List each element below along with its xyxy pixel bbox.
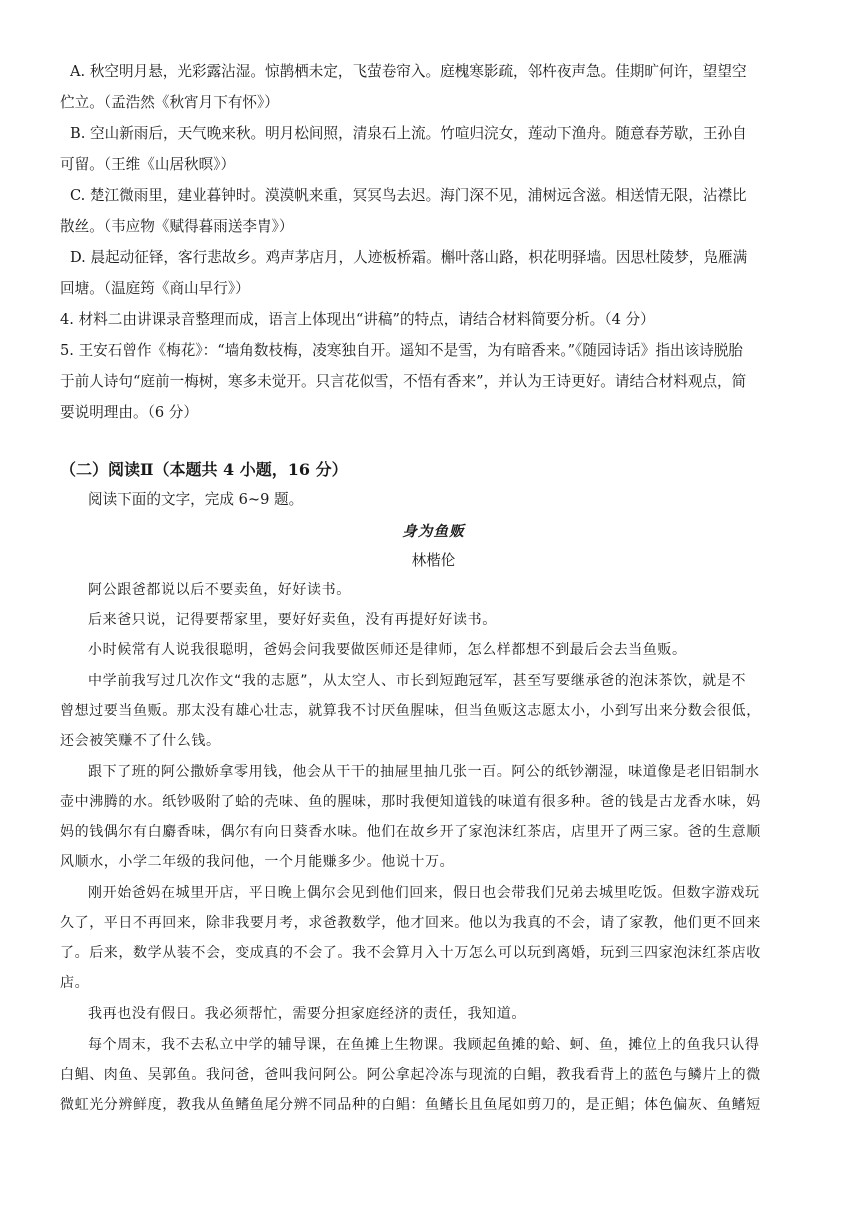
section-instruction: 阅读下面的文字，完成 6~9 题。 <box>88 491 304 508</box>
paragraph-4-line-1: 中学前我写过几次作文“我的志愿”，从太空人、市长到短跑冠军，甚至写要继承爸的泡沫茶饮，就是不 <box>88 673 747 689</box>
question-5-line-2: 于前人诗句“庭前一梅树，寒多未觉开。只言花似雪，不悟有香来”，并认为王诗更好。请结合材料观点，简 <box>60 373 747 390</box>
paragraph-6-line-2: 久了，平日不再回来，除非我要月考，求爸教数学，他才回来。他以为我真的不会，请了家教，他们更不回来 <box>60 915 761 931</box>
option-a-line-2: 伫立。（孟浩然《秋宵月下有怀》） <box>60 94 279 111</box>
paragraph-7: 我再也没有假日。我必须帮忙，需要分担家庭经济的责任，我知道。 <box>88 1006 526 1022</box>
paragraph-6-line-4: 店。 <box>60 975 90 991</box>
paragraph-5-line-2: 壶中沸腾的水。纸钞吸附了蛤的壳味、鱼的腥味，那时我便知道钱的味道有很多种。爸的钱是古龙香水味，妈 <box>60 794 761 810</box>
question-5-line-3: 要说明理由。（6 分） <box>60 404 198 421</box>
paragraph-8-line-3: 微虹光分辨鲜度，教我从鱼鳍鱼尾分辨不同品种的白鲳：鱼鳍长且鱼尾如剪刀的，是正鲳；体色偏灰、鱼鳍短 <box>60 1097 761 1113</box>
paragraph-8-line-2: 白鲳、肉鱼、吴郭鱼。我问爸，爸叫我问阿公。阿公拿起冷冻与现流的白鲳，教我看背上的蓝色与鳞片上的微 <box>60 1067 761 1083</box>
question-4: 4. 材料二由讲课录音整理而成，语言上体现出“讲稿”的特点，请结合材料简要分析。（4 分） <box>60 311 655 328</box>
section-heading: （二）阅读Ⅱ（本题共 4 小题，16 分） <box>60 460 348 479</box>
option-b-line-1: B. 空山新雨后，天气晚来秋。明月松间照，清泉石上流。竹喧归浣女，莲动下渔舟。随意春芳歇，王孙自 <box>70 125 747 142</box>
paragraph-4-line-3: 还会被笑赚不了什么钱。 <box>60 733 221 749</box>
paragraph-5-line-4: 风顺水，小学二年级的我问他，一个月能赚多少。他说十万。 <box>60 854 455 870</box>
option-d-line-2: 回塘。（温庭筠《商山早行》） <box>60 280 250 297</box>
option-b-line-2: 可留。（王维《山居秋暝》） <box>60 156 236 173</box>
paragraph-8-line-1: 每个周末，我不去私立中学的辅导课，在鱼摊上生物课。我顾起鱼摊的蛤、蚵、鱼，摊位上的鱼我只认得 <box>88 1037 760 1053</box>
paragraph-3: 小时候常有人说我很聪明，爸妈会问我要做医师还是律师，怎么样都想不到最后会去当鱼贩。 <box>88 642 687 658</box>
article-author: 林楷伦 <box>411 552 456 569</box>
paragraph-5-line-3: 妈的钱偶尔有白麝香味，偶尔有向日葵香水味。他们在故乡开了家泡沫红茶店，店里开了两三家。爸的生意顺 <box>60 824 761 840</box>
option-c-line-2: 散丝。（韦应物《赋得暮雨送李胄》） <box>60 218 294 235</box>
paragraph-2: 后来爸只说，记得要帮家里，要好好卖鱼，没有再提好好读书。 <box>88 612 497 628</box>
article-title: 身为鱼贩 <box>402 523 465 540</box>
option-a-line-1: A. 秋空明月悬，光彩露沾湿。惊鹊栖未定，飞萤卷帘入。庭槐寒影疏，邻杵夜声急。佳期旷何许，望望空 <box>70 63 747 80</box>
paragraph-6-line-1: 刚开始爸妈在城里开店，平日晚上偶尔会见到他们回来，假日也会带我们兄弟去城里吃饭。但数字游戏玩 <box>88 885 760 901</box>
paragraph-1: 阿公跟爸都说以后不要卖鱼，好好读书。 <box>88 582 351 598</box>
paragraph-6-line-3: 了。后来，数学从装不会，变成真的不会了。我不会算月入十万怎么可以玩到离婚，玩到三四家泡沫红茶店收 <box>60 945 761 961</box>
option-d-line-1: D. 晨起动征铎，客行悲故乡。鸡声茅店月，人迹板桥霜。槲叶落山路，枳花明驿墙。因思杜陵梦，凫雁满 <box>70 249 748 266</box>
paragraph-5-line-1: 跟下了班的阿公撒娇拿零用钱，他会从干干的抽屉里抽几张一百。阿公的纸钞潮湿，味道像是老旧铝制水 <box>88 764 760 780</box>
question-5-line-1: 5. 王安石曾作《梅花》：“墙角数枝梅，凌寒独自开。遥知不是雪，为有暗香来。”《随园诗话》指出该诗脱胎 <box>60 342 743 359</box>
paragraph-4-line-2: 曾想过要当鱼贩。那太没有雄心壮志，就算我不讨厌鱼腥味，但当鱼贩这志愿太小，小到写出来分数会很低， <box>60 703 761 719</box>
option-c-line-1: C. 楚江微雨里，建业暮钟时。漠漠帆来重，冥冥鸟去迟。海门深不见，浦树远含滋。相送情无限，沾襟比 <box>70 187 747 204</box>
